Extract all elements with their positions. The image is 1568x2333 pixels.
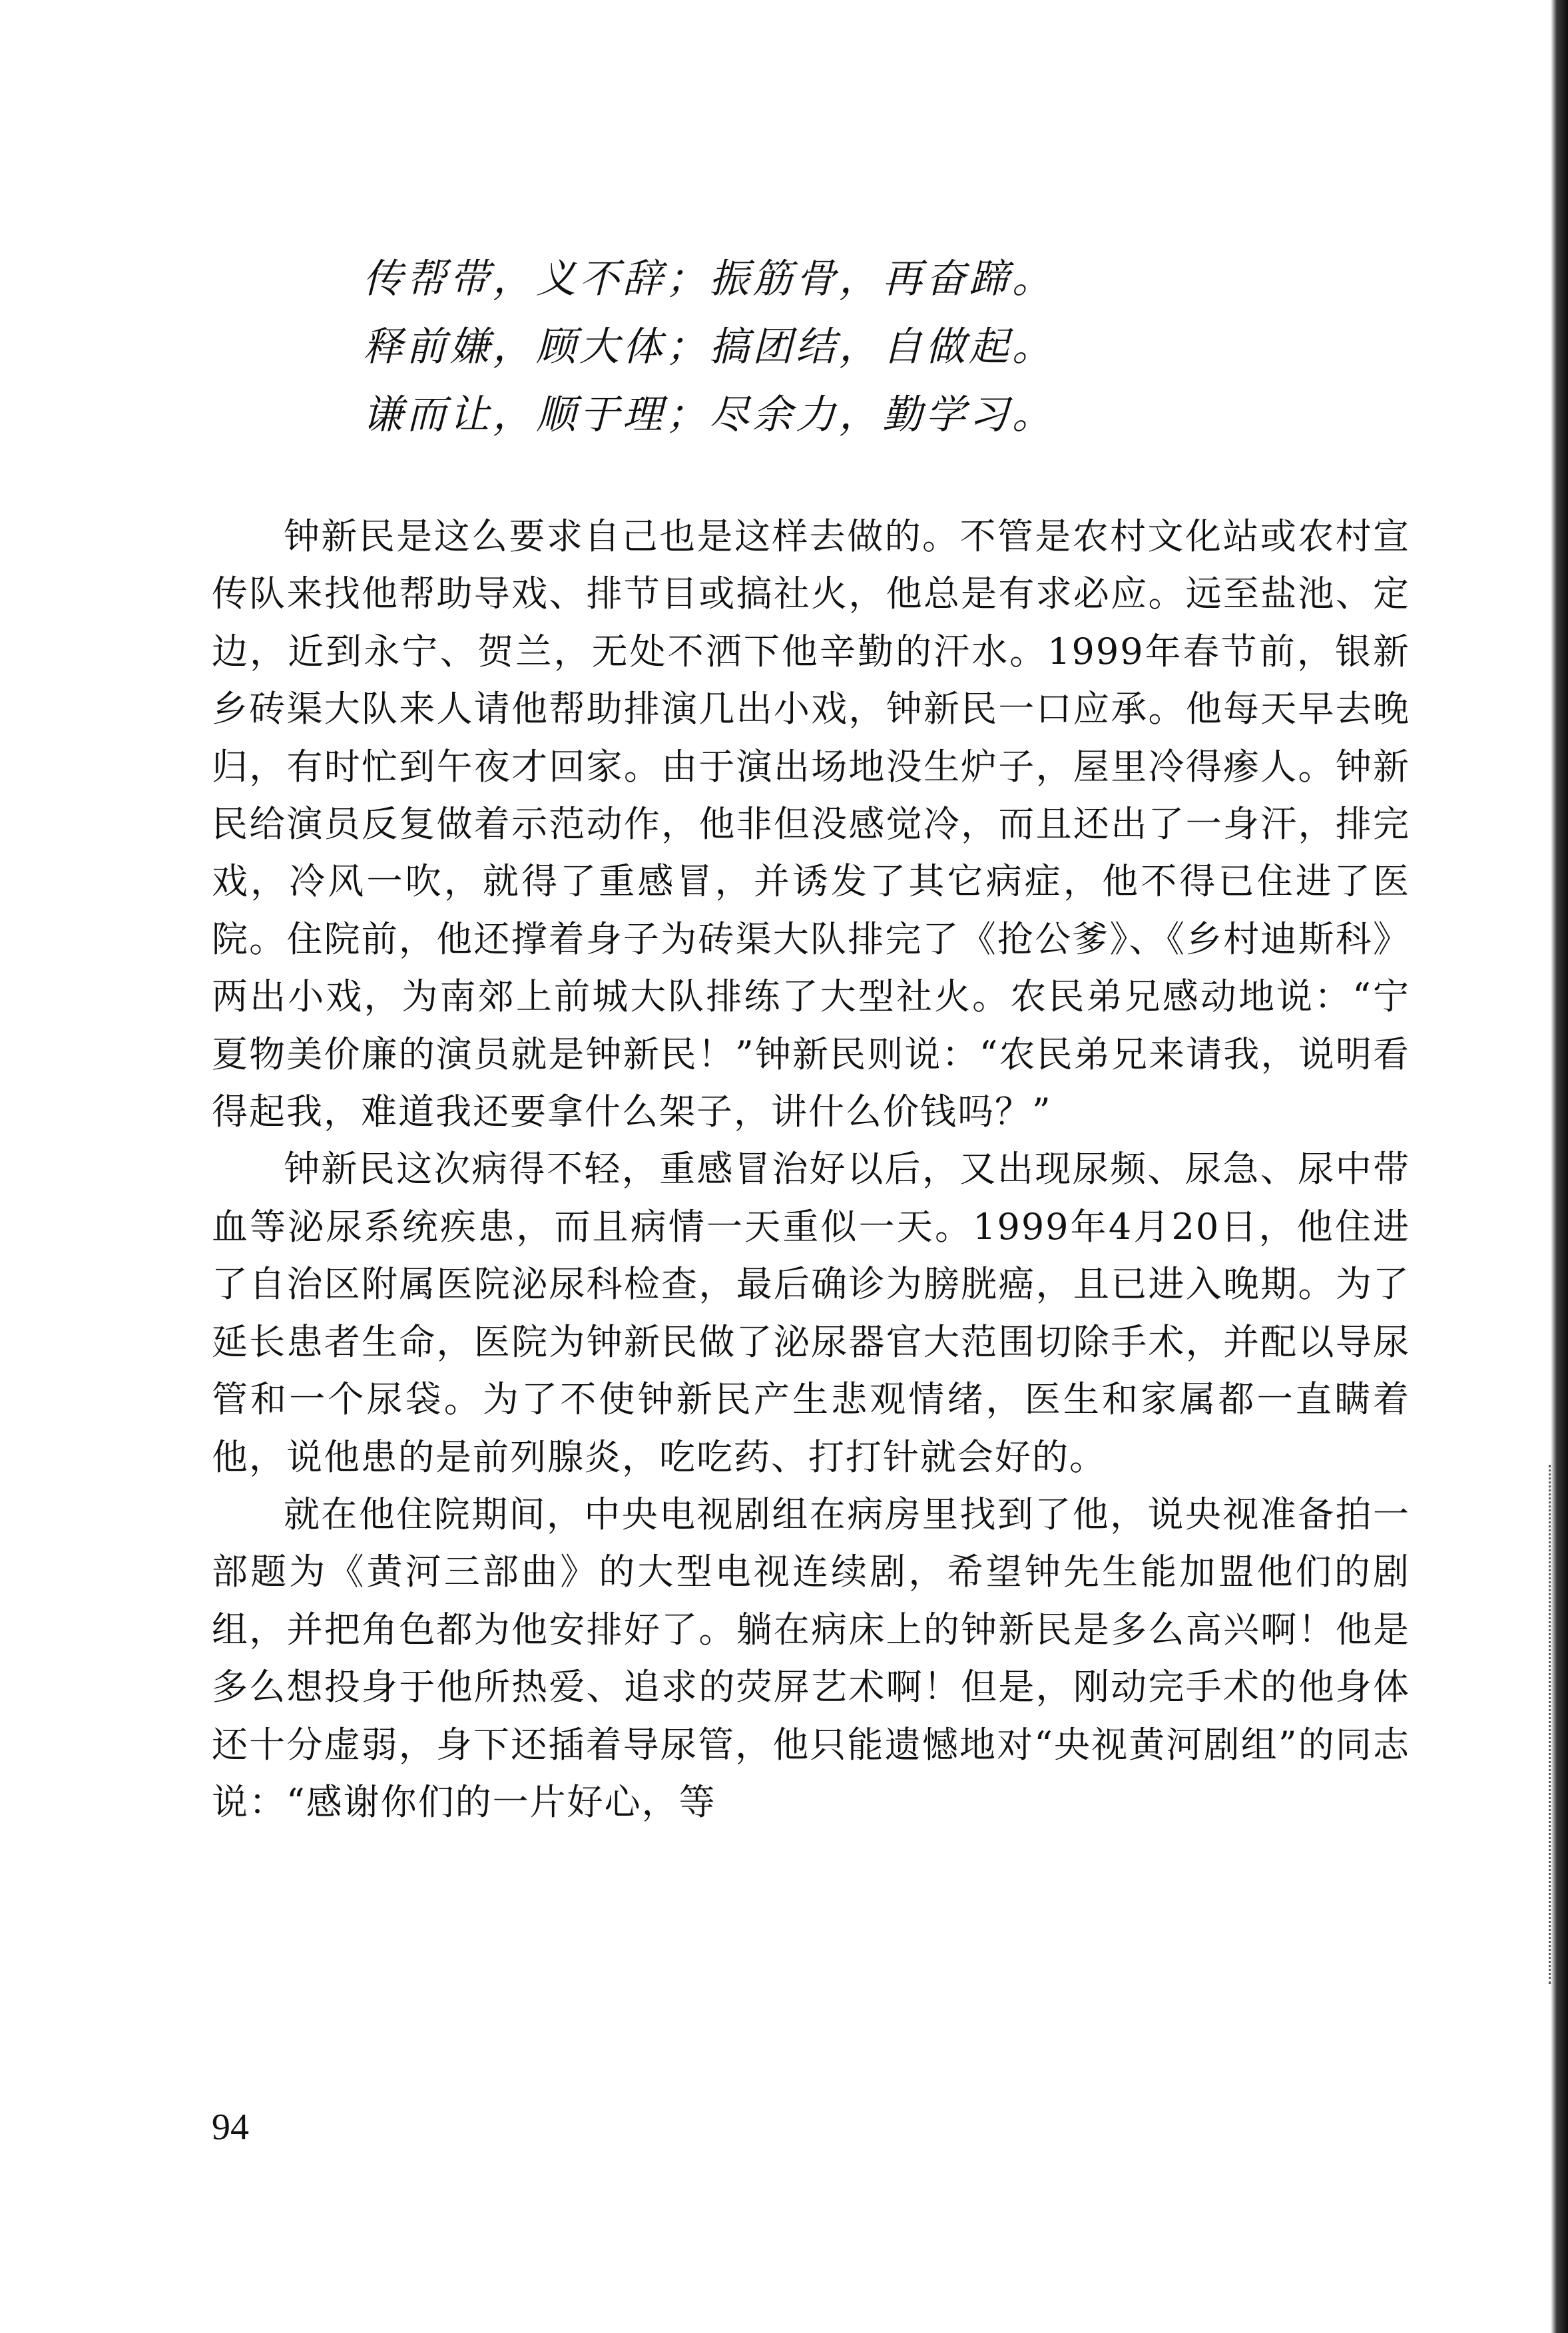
paragraph: 钟新民这次病得不轻，重感冒治好以后，又出现尿频、尿急、尿中带血等泌尿系统疾患，而且病情一天重似一天。1999年4月20日，他住进了自治区附属医院泌尿科检查，最后确诊为膀胱癌，且已进入晚期。为了延长患者生命，医院为钟新民做了泌尿器官大范围切除手术，并配以导尿管和一个尿袋。为了不使钟新民产生悲观情绪，医生和家属都一直瞒着他，说他患的是前列腺炎，吃吃药、打打针就会好的。 (212, 1148, 1410, 1478)
poem-line: 传帮带，义不辞；振筋骨，再奋蹄。 (363, 256, 1055, 302)
page-number: 94 (212, 2107, 249, 2148)
paragraph: 就在他住院期间，中央电视剧组在病房里找到了他，说央视准备拍一部题为《黄河三部曲》的大型电视连续剧，希望钟先生能加盟他们的剧组，并把角色都为他安排好了。躺在病床上的钟新民是多么高兴啊！他是多么想投身于他所热爱、追求的荧屏艺术啊！但是，刚动完手术的他身体还十分虚弱，身下还插着导尿管，他只能遗憾地对“央视黄河剧组”的同志说：“感谢你们的一片好心，等 (212, 1493, 1410, 1823)
poem (363, 245, 1362, 449)
scan-edge-specks (1539, 1465, 1551, 1984)
scan-edge-shadow (1551, 0, 1568, 2333)
body-text (212, 508, 1410, 1831)
poem-line: 谦而让，顺于理；尽余力，勤学习。 (363, 391, 1055, 438)
poem-line: 释前嫌，顾大体；搞团结，自做起。 (363, 324, 1055, 370)
paragraph: 钟新民是这么要求自己也是这样去做的。不管是农村文化站或农村宣传队来找他帮助导戏、排节目或搞社火，他总是有求必应。远至盐池、定边，近到永宁、贺兰，无处不洒下他辛勤的汗水。1999年春节前，银新乡砖渠大队来人请他帮助排演几出小戏，钟新民一口应承。他每天早去晚归，有时忙到午夜才回家。由于演出场地没生炉子，屋里冷得瘆人。钟新民给演员反复做着示范动作，他非但没感觉冷，而且还出了一身汗，排完戏，冷风一吹，就得了重感冒，并诱发了其它病症，他不得已住进了医院。住院前，他还撑着身子为砖渠大队排完了《抢公爹》、《乡村迪斯科》两出小戏，为南郊上前城大队排练了大型社火。农民弟兄感动地说：“宁夏物美价廉的演员就是钟新民！”钟新民则说：“农民弟兄来请我，说明看得起我，难道我还要拿什么架子，讲什么价钱吗？” (212, 515, 1410, 1133)
